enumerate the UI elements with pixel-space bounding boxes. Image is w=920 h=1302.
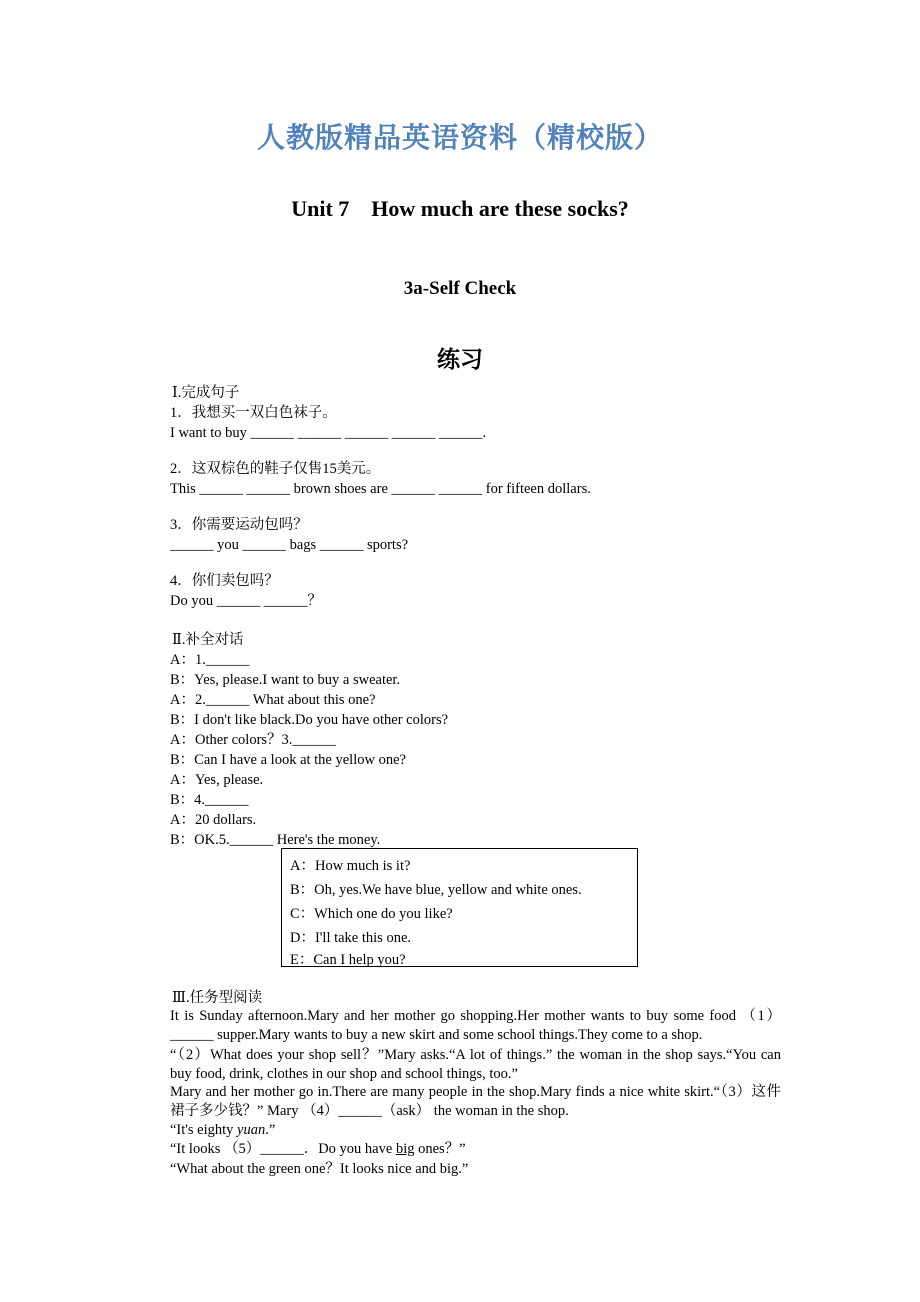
line5-end: ones？” (414, 1141, 466, 1157)
unit-title: Unit 7 How much are these socks? (291, 196, 629, 221)
options-box (281, 848, 638, 967)
section1-heading: Ⅰ.完成句子 (172, 385, 240, 401)
lesson-subtitle: 3a-Self Check (403, 278, 517, 299)
reading-line-4 (170, 1121, 275, 1139)
s1-q1-en: I want to buy ______ ______ ______ ______ ______. (170, 425, 487, 441)
s1-q4-en: Do you ______ ______？ (170, 593, 322, 609)
option-e: E：Can I help you? (290, 952, 406, 968)
dialogue-line: A：2.______ What about this one? (170, 692, 376, 708)
yuan-word: yuan (237, 1122, 266, 1138)
s1-q1-cn: 1．我想买一双白色袜子。 (170, 405, 337, 421)
dialogue-line: B：Yes, please.I want to buy a sweater. (170, 672, 401, 688)
document-header: 人教版精品英语资料（精校版） (256, 121, 663, 154)
dialogue-line: B：Can I have a look at the yellow one? (170, 752, 406, 768)
dialogue-line: B：4.______ (170, 792, 249, 808)
reading-paragraph-1: It is Sunday afternoon.Mary and her mother go shopping.Her mother wants to buy some food （1）______ supper.Mary wants to buy a new skirt and some school things.They come to a shop. (170, 1008, 781, 1043)
line4-start: “It's eighty (170, 1122, 238, 1138)
reading-paragraph-3: Mary and her mother go in.There are many people in the shop.Mary finds a nice white skirt.“（3）这件裙子多少钱？” Mary （4）______（ask） the woman in the shop. (170, 1084, 781, 1119)
big-word: big (395, 1141, 415, 1157)
option-d: D：I'll take this one. (290, 930, 412, 946)
reading-line-5 (170, 1140, 466, 1158)
dialogue-line: A：1.______ (170, 652, 250, 668)
dialogue-line: B：OK.5.______ Here's the money. (170, 832, 381, 848)
dialogue-line: A：Yes, please. (170, 772, 264, 788)
reading-paragraph-2: “（2）What does your shop sell？”Mary asks.“A lot of things.” the woman in the shop says.“You can buy food, drink, clothes in our shop and school things, too.” (170, 1047, 781, 1082)
dialogue-line: B：I don't like black.Do you have other colors? (170, 712, 449, 728)
s1-q2-en: This ______ ______ brown shoes are ______ ______ for fifteen dollars. (170, 481, 591, 497)
s1-q2-cn: 2．这双棕色的鞋子仅售15美元。 (170, 461, 381, 477)
line4-end: .” (265, 1122, 276, 1138)
s1-q4-cn: 4．你们卖包吗？ (170, 573, 279, 589)
s1-q3-en: ______ you ______ bags ______ sports? (170, 537, 409, 553)
section3-heading: Ⅲ.任务型阅读 (172, 990, 263, 1006)
reading-line-6: “What about the green one？It looks nice and big.” (170, 1161, 469, 1177)
option-a: A：How much is it? (290, 858, 411, 874)
dialogue-line: A：Other colors？3.______ (170, 732, 336, 748)
practice-title: 练习 (437, 346, 483, 373)
dialogue-line: A：20 dollars. (170, 812, 257, 828)
option-c: C：Which one do you like? (290, 906, 453, 922)
line5-start: “It looks （5）______．Do you have (170, 1141, 396, 1157)
s1-q3-cn: 3．你需要运动包吗？ (170, 517, 308, 533)
option-b: B：Oh, yes.We have blue, yellow and white ones. (290, 882, 582, 898)
section2-heading: Ⅱ.补全对话 (172, 632, 244, 648)
